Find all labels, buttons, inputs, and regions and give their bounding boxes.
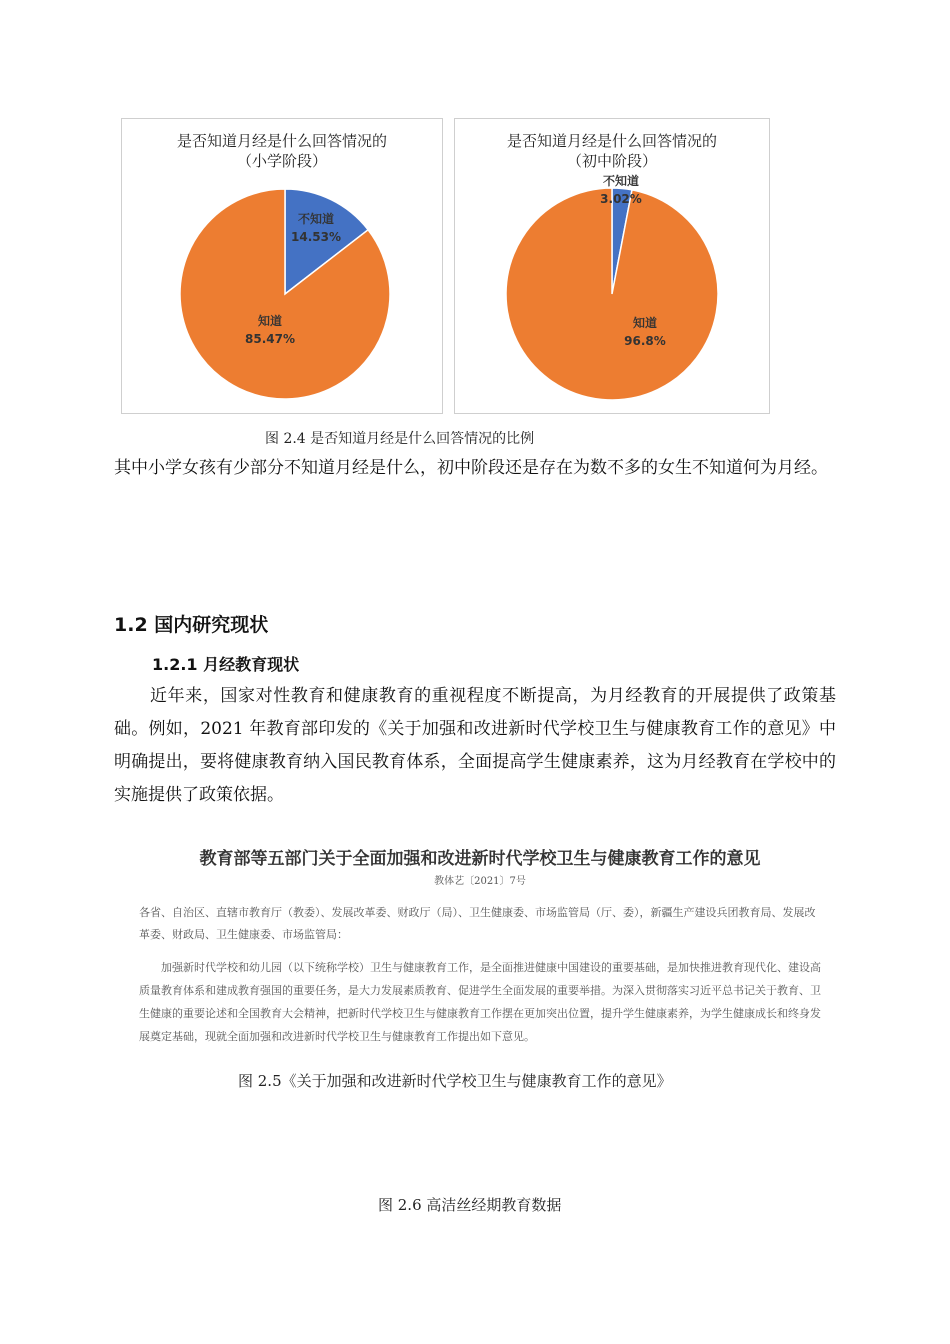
document-body: 加强新时代学校和幼儿园（以下统称学校）卫生与健康教育工作，是全面推进健康中国建设的重要基础，是加快推进教育现代化、建设高质量教育体系和建成教育强国的重要任务，是大力发展素质教育、促进学生全面发展的重要举措。为深入贯彻落实习近平总书记关于教育、卫生健康的重要论述和全国教育大会精神，把新时代学校卫生与健康教育工作摆在更加突出位置，提升学生健康素养，为学生健康成长和终身发展奠定基础，现就全面加强和改进新时代学校卫生与健康教育工作提出如下意见。 xyxy=(139,961,821,1043)
subsection-heading: 1.2.1 月经教育现状 xyxy=(152,655,300,674)
pie-svg-middle xyxy=(455,119,769,413)
body-paragraph: 近年来，国家对性教育和健康教育的重视程度不断提高，为月经教育的开展提供了政策基础。例如，2021 年教育部印发的《关于加强和改进新时代学校卫生与健康教育工作的意见》中明确提出，要将健康教育纳入国民教育体系，全面提高学生健康素养，这为月经教育在学校中的实施提供了政策依据。 xyxy=(114,686,836,805)
body-paragraph: 其中小学女孩有少部分不知道月经是什么，初中阶段还是存在为数不多的女生不知道何为月经。 xyxy=(114,458,828,478)
slice-pct-known: 96.8% xyxy=(624,334,666,348)
chart-title-line1: 是否知道月经是什么回答情况的 xyxy=(176,132,387,150)
figure-caption-2-5: 图 2.5《关于加强和改进新时代学校卫生与健康教育工作的意见》 xyxy=(238,1072,672,1090)
slice-label-unknown: 不知道 xyxy=(602,174,640,188)
slice-pct-known: 85.47% xyxy=(245,332,295,346)
chart-title-line1: 是否知道月经是什么回答情况的 xyxy=(506,132,717,150)
slice-pct-unknown: 3.02% xyxy=(600,192,642,206)
slice-label-known: 知道 xyxy=(632,316,658,330)
document-salutation: 各省、自治区、直辖市教育厅（教委）、发展改革委、财政厅（局）、卫生健康委、市场监管局（厅、委），新疆生产建设兵团教育局、发展改革委、财政局、卫生健康委、市场监管局： xyxy=(139,906,816,941)
slice-pct-unknown: 14.53% xyxy=(291,230,341,244)
pie-svg-primary xyxy=(122,119,442,413)
pie-chart-primary xyxy=(121,118,443,414)
document-title: 教育部等五部门关于全面加强和改进新时代学校卫生与健康教育工作的意见 xyxy=(199,849,761,869)
pie-slice-known xyxy=(506,188,718,400)
figure-caption-2-4: 图 2.4 是否知道月经是什么回答情况的比例 xyxy=(265,431,535,447)
policy-document-image xyxy=(135,838,825,1054)
document-number: 教体艺〔2021〕7号 xyxy=(434,876,526,887)
figure-caption-2-6: 图 2.6 高洁丝经期教育数据 xyxy=(378,1196,562,1214)
slice-label-unknown: 不知道 xyxy=(297,212,335,226)
pie-chart-middle xyxy=(454,118,770,414)
chart-title-line2: （小学阶段） xyxy=(236,152,327,170)
slice-label-known: 知道 xyxy=(257,314,283,328)
chart-title-line2: （初中阶段） xyxy=(566,152,657,170)
section-heading: 1.2 国内研究现状 xyxy=(114,614,269,636)
